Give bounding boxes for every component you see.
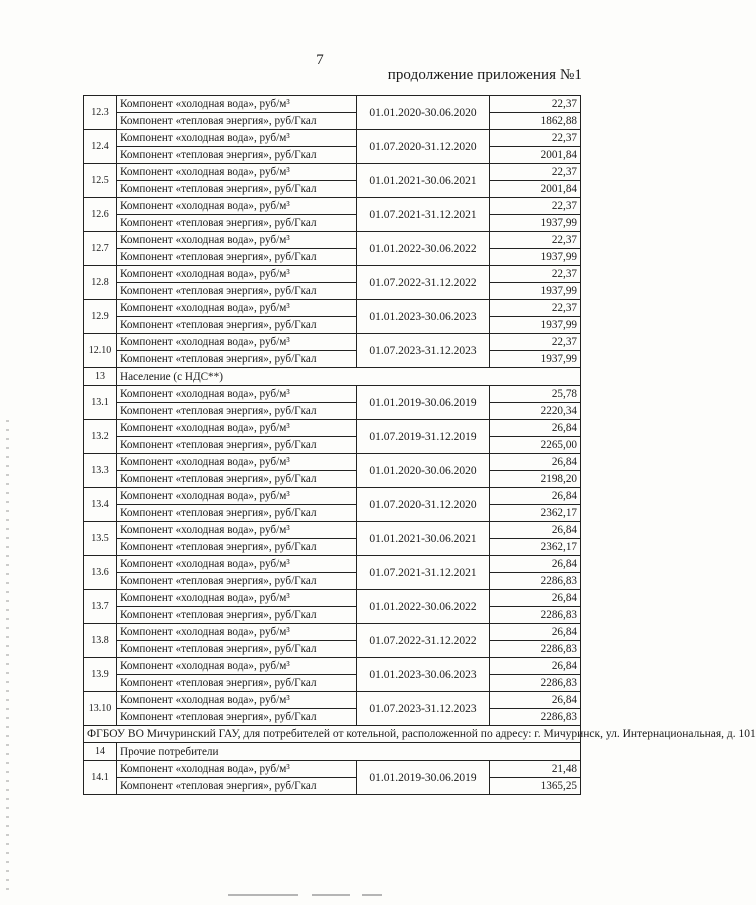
- tariff-period: 01.01.2023-30.06.2023: [357, 300, 490, 334]
- heat-energy-value: 1937,99: [490, 249, 581, 266]
- tariff-row-water: [84, 130, 581, 147]
- cold-water-component: Компонент «холодная вода», руб/м³: [117, 590, 357, 607]
- row-number: 13.4: [84, 488, 117, 522]
- tariff-row-heat: [84, 181, 581, 198]
- heat-energy-value: 1862,88: [490, 113, 581, 130]
- cold-water-component: Компонент «холодная вода», руб/м³: [117, 96, 357, 113]
- tariff-group-14: [84, 761, 581, 795]
- tariff-period: 01.01.2021-30.06.2021: [357, 164, 490, 198]
- tariff-period: 01.01.2023-30.06.2023: [357, 658, 490, 692]
- row-number: 12.7: [84, 232, 117, 266]
- cold-water-component: Компонент «холодная вода», руб/м³: [117, 164, 357, 181]
- cold-water-value: 26,84: [490, 454, 581, 471]
- heat-energy-value: 2001,84: [490, 147, 581, 164]
- heat-energy-value: 2286,83: [490, 641, 581, 658]
- cold-water-value: 22,37: [490, 198, 581, 215]
- heat-energy-component: Компонент «тепловая энергия», руб/Гкал: [117, 113, 357, 130]
- cold-water-value: 25,78: [490, 386, 581, 403]
- tariff-period: 01.07.2019-31.12.2019: [357, 420, 490, 454]
- tariff-row-water: [84, 420, 581, 437]
- cold-water-component: Компонент «холодная вода», руб/м³: [117, 198, 357, 215]
- heat-energy-value: 2286,83: [490, 573, 581, 590]
- tariff-period: 01.07.2023-31.12.2023: [357, 692, 490, 726]
- tariff-row-heat: [84, 437, 581, 454]
- tariff-period: 01.01.2020-30.06.2020: [357, 96, 490, 130]
- row-number: 12.6: [84, 198, 117, 232]
- heat-energy-component: Компонент «тепловая энергия», руб/Гкал: [117, 573, 357, 590]
- row-number: 13.2: [84, 420, 117, 454]
- row-number: 13.3: [84, 454, 117, 488]
- row-number: 12.9: [84, 300, 117, 334]
- tariff-period: 01.07.2021-31.12.2021: [357, 198, 490, 232]
- tariff-period: 01.07.2020-31.12.2020: [357, 130, 490, 164]
- row-number: 12.10: [84, 334, 117, 368]
- scan-artifact-line: [312, 894, 350, 896]
- tariff-row-water: [84, 300, 581, 317]
- heat-energy-component: Компонент «тепловая энергия», руб/Гкал: [117, 607, 357, 624]
- tariff-row-water: [84, 454, 581, 471]
- heat-energy-component: Компонент «тепловая энергия», руб/Гкал: [117, 283, 357, 300]
- heat-energy-component: Компонент «тепловая энергия», руб/Гкал: [117, 351, 357, 368]
- heat-energy-component: Компонент «тепловая энергия», руб/Гкал: [117, 539, 357, 556]
- cold-water-component: Компонент «холодная вода», руб/м³: [117, 266, 357, 283]
- cold-water-component: Компонент «холодная вода», руб/м³: [117, 556, 357, 573]
- tariff-row-water: [84, 164, 581, 181]
- row-number: 12.3: [84, 96, 117, 130]
- cold-water-component: Компонент «холодная вода», руб/м³: [117, 300, 357, 317]
- heat-energy-component: Компонент «тепловая энергия», руб/Гкал: [117, 471, 357, 488]
- heat-energy-value: 2286,83: [490, 709, 581, 726]
- cold-water-component: Компонент «холодная вода», руб/м³: [117, 130, 357, 147]
- row-number: 13.5: [84, 522, 117, 556]
- tariff-row-heat: [84, 709, 581, 726]
- tariff-row-water: [84, 522, 581, 539]
- tariff-table: [83, 95, 756, 795]
- cold-water-component: Компонент «холодная вода», руб/м³: [117, 420, 357, 437]
- supplier-note-block: [84, 726, 756, 743]
- tariff-row-heat: [84, 675, 581, 692]
- heat-energy-component: Компонент «тепловая энергия», руб/Гкал: [117, 641, 357, 658]
- tariff-row-water: [84, 96, 581, 113]
- cold-water-value: 26,84: [490, 692, 581, 709]
- cold-water-value: 26,84: [490, 488, 581, 505]
- row-number: 13.1: [84, 386, 117, 420]
- cold-water-component: Компонент «холодная вода», руб/м³: [117, 761, 357, 778]
- tariff-row-heat: [84, 471, 581, 488]
- section-title: Население (с НДС**): [117, 368, 581, 386]
- tariff-row-heat: [84, 403, 581, 420]
- section-number: 14: [84, 743, 117, 761]
- tariff-group-13: [84, 386, 581, 726]
- cold-water-value: 26,84: [490, 420, 581, 437]
- tariff-period: 01.07.2023-31.12.2023: [357, 334, 490, 368]
- row-number: 13.9: [84, 658, 117, 692]
- tariff-group-12: [84, 96, 581, 368]
- tariff-row-heat: [84, 641, 581, 658]
- heat-energy-value: 1937,99: [490, 317, 581, 334]
- heat-energy-component: Компонент «тепловая энергия», руб/Гкал: [117, 181, 357, 198]
- tariff-row-water: [84, 590, 581, 607]
- heat-energy-value: 2220,34: [490, 403, 581, 420]
- section-14-header: [84, 743, 581, 761]
- row-number: 14.1: [84, 761, 117, 795]
- scan-artifact-line: [228, 894, 298, 896]
- heat-energy-component: Компонент «тепловая энергия», руб/Гкал: [117, 505, 357, 522]
- tariff-period: 01.01.2019-30.06.2019: [357, 761, 490, 795]
- page-number: 7: [316, 52, 324, 68]
- cold-water-value: 26,84: [490, 624, 581, 641]
- cold-water-value: 21,48: [490, 761, 581, 778]
- cold-water-component: Компонент «холодная вода», руб/м³: [117, 386, 357, 403]
- tariff-row-heat: [84, 607, 581, 624]
- binding-margin-mark: [6, 420, 9, 890]
- scan-artifact-line: [362, 894, 382, 896]
- section-number: 13: [84, 368, 117, 386]
- tariff-row-heat: [84, 351, 581, 368]
- tariff-row-heat: [84, 573, 581, 590]
- cold-water-value: 26,84: [490, 522, 581, 539]
- continuation-label: продолжение приложения №1: [387, 67, 582, 83]
- heat-energy-value: 2265,00: [490, 437, 581, 454]
- tariff-row-heat: [84, 539, 581, 556]
- supplier-note: ФГБОУ ВО Мичуринский ГАУ, для потребителей от котельной, расположенной по адресу: г. Мичуринск, ул. Интернациональная, д. 101: [84, 726, 581, 743]
- tariff-period: 01.01.2019-30.06.2019: [357, 386, 490, 420]
- tariff-row-water: [84, 488, 581, 505]
- heat-energy-value: 1937,99: [490, 215, 581, 232]
- tariff-row-water: [84, 658, 581, 675]
- tariff-period: 01.07.2020-31.12.2020: [357, 488, 490, 522]
- heat-energy-value: 2001,84: [490, 181, 581, 198]
- tariff-row-water: [84, 334, 581, 351]
- cold-water-value: 22,37: [490, 266, 581, 283]
- tariff-row-heat: [84, 249, 581, 266]
- heat-energy-component: Компонент «тепловая энергия», руб/Гкал: [117, 437, 357, 454]
- row-number: 13.10: [84, 692, 117, 726]
- section-13-header: [84, 368, 581, 386]
- tariff-period: 01.07.2022-31.12.2022: [357, 624, 490, 658]
- heat-energy-component: Компонент «тепловая энергия», руб/Гкал: [117, 215, 357, 232]
- heat-energy-component: Компонент «тепловая энергия», руб/Гкал: [117, 675, 357, 692]
- cold-water-component: Компонент «холодная вода», руб/м³: [117, 624, 357, 641]
- row-number: 13.7: [84, 590, 117, 624]
- cold-water-component: Компонент «холодная вода», руб/м³: [117, 454, 357, 471]
- cold-water-value: 22,37: [490, 130, 581, 147]
- tariff-period: 01.01.2022-30.06.2022: [357, 232, 490, 266]
- tariff-row-heat: [84, 778, 581, 795]
- row-number: 12.5: [84, 164, 117, 198]
- cold-water-value: 22,37: [490, 232, 581, 249]
- cold-water-value: 22,37: [490, 96, 581, 113]
- heat-energy-value: 2198,20: [490, 471, 581, 488]
- cold-water-value: 22,37: [490, 164, 581, 181]
- tariff-period: 01.01.2021-30.06.2021: [357, 522, 490, 556]
- cold-water-component: Компонент «холодная вода», руб/м³: [117, 692, 357, 709]
- section-row: [84, 743, 581, 761]
- tariff-row-heat: [84, 317, 581, 334]
- cold-water-value: 22,37: [490, 334, 581, 351]
- tariff-row-water: [84, 386, 581, 403]
- tariff-period: 01.07.2021-31.12.2021: [357, 556, 490, 590]
- heat-energy-value: 2362,17: [490, 505, 581, 522]
- heat-energy-value: 1937,99: [490, 351, 581, 368]
- heat-energy-value: 2362,17: [490, 539, 581, 556]
- tariff-row-heat: [84, 505, 581, 522]
- tariff-period: 01.01.2020-30.06.2020: [357, 454, 490, 488]
- tariff-row-water: [84, 198, 581, 215]
- tariff-row-water: [84, 692, 581, 709]
- heat-energy-value: 2286,83: [490, 675, 581, 692]
- heat-energy-component: Компонент «тепловая энергия», руб/Гкал: [117, 709, 357, 726]
- row-number: 12.8: [84, 266, 117, 300]
- heat-energy-value: 2286,83: [490, 607, 581, 624]
- tariff-row-heat: [84, 283, 581, 300]
- heat-energy-component: Компонент «тепловая энергия», руб/Гкал: [117, 403, 357, 420]
- tariff-period: 01.07.2022-31.12.2022: [357, 266, 490, 300]
- cold-water-value: 22,37: [490, 300, 581, 317]
- cold-water-value: 26,84: [490, 556, 581, 573]
- tariff-row-heat: [84, 113, 581, 130]
- cold-water-component: Компонент «холодная вода», руб/м³: [117, 658, 357, 675]
- row-number: 13.8: [84, 624, 117, 658]
- tariff-row-heat: [84, 215, 581, 232]
- tariff-row-water: [84, 232, 581, 249]
- tariff-row-water: [84, 624, 581, 641]
- tariff-row-water: [84, 266, 581, 283]
- heat-energy-component: Компонент «тепловая энергия», руб/Гкал: [117, 317, 357, 334]
- tariff-row-water: [84, 761, 581, 778]
- heat-energy-value: 1937,99: [490, 283, 581, 300]
- cold-water-value: 26,84: [490, 658, 581, 675]
- heat-energy-component: Компонент «тепловая энергия», руб/Гкал: [117, 778, 357, 795]
- cold-water-component: Компонент «холодная вода», руб/м³: [117, 334, 357, 351]
- tariff-row-water: [84, 556, 581, 573]
- cold-water-component: Компонент «холодная вода», руб/м³: [117, 522, 357, 539]
- cold-water-value: 26,84: [490, 590, 581, 607]
- row-number: 12.4: [84, 130, 117, 164]
- supplier-note-row: [84, 726, 581, 743]
- heat-energy-value: 1365,25: [490, 778, 581, 795]
- cold-water-component: Компонент «холодная вода», руб/м³: [117, 488, 357, 505]
- row-number: 13.6: [84, 556, 117, 590]
- section-row: [84, 368, 581, 386]
- heat-energy-component: Компонент «тепловая энергия», руб/Гкал: [117, 147, 357, 164]
- tariff-period: 01.01.2022-30.06.2022: [357, 590, 490, 624]
- tariff-row-heat: [84, 147, 581, 164]
- heat-energy-component: Компонент «тепловая энергия», руб/Гкал: [117, 249, 357, 266]
- section-title: Прочие потребители: [117, 743, 581, 761]
- cold-water-component: Компонент «холодная вода», руб/м³: [117, 232, 357, 249]
